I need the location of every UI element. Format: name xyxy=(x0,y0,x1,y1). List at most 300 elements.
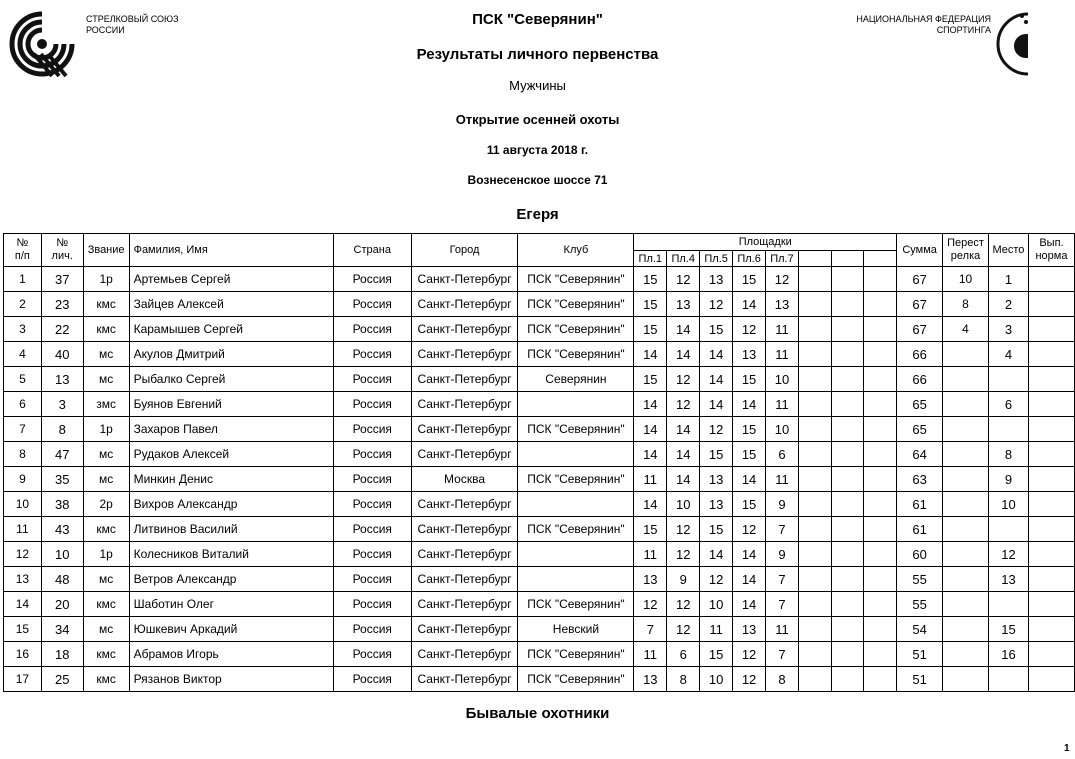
cell-station-score: 7 xyxy=(634,617,667,642)
cell-country: Россия xyxy=(333,517,411,542)
cell-city: Санкт-Петербург xyxy=(411,542,518,567)
cell-club: ПСК "Северянин" xyxy=(518,342,634,367)
cell-rank: кмс xyxy=(83,642,129,667)
cell-shootoff xyxy=(943,592,989,617)
cell-norm xyxy=(1028,467,1074,492)
cell-norm xyxy=(1028,492,1074,517)
col-header-rank: Звание xyxy=(83,234,129,267)
cell-station-empty xyxy=(798,442,831,467)
cell-station-score: 7 xyxy=(766,592,799,617)
cell-station-score: 12 xyxy=(667,617,700,642)
club-title: ПСК "Северянин" xyxy=(472,11,603,28)
cell-station-score: 12 xyxy=(667,592,700,617)
cell-station-score: 8 xyxy=(667,667,700,692)
cell-bib: 34 xyxy=(41,617,83,642)
cell-club: ПСК "Северянин" xyxy=(518,267,634,292)
cell-shootoff xyxy=(943,542,989,567)
cell-club: Северянин xyxy=(518,367,634,392)
table-row xyxy=(4,342,1075,367)
table-row xyxy=(4,642,1075,667)
cell-club: ПСК "Северянин" xyxy=(518,292,634,317)
cell-city: Санкт-Петербург xyxy=(411,442,518,467)
cell-station-score: 9 xyxy=(766,492,799,517)
category-label: Мужчины xyxy=(509,78,566,93)
cell-name: Абрамов Игорь xyxy=(129,642,333,667)
cell-station-score: 12 xyxy=(733,317,766,342)
col-header-empty xyxy=(831,251,864,267)
cell-rank: мс xyxy=(83,567,129,592)
cell-station-empty xyxy=(831,342,864,367)
cell-bib: 13 xyxy=(41,367,83,392)
cell-station-empty xyxy=(864,567,897,592)
cell-station-score: 13 xyxy=(700,467,733,492)
cell-place: 12 xyxy=(988,542,1028,567)
event-place: Вознесенское шоссе 71 xyxy=(467,173,608,187)
cell-station-score: 15 xyxy=(733,492,766,517)
cell-station-empty xyxy=(864,492,897,517)
cell-station-score: 11 xyxy=(766,617,799,642)
cell-station-score: 12 xyxy=(733,642,766,667)
cell-station-empty xyxy=(798,517,831,542)
cell-place: 3 xyxy=(988,317,1028,342)
cell-rank: мс xyxy=(83,617,129,642)
cell-station-score: 6 xyxy=(667,642,700,667)
cell-station-empty xyxy=(798,492,831,517)
cell-bib: 10 xyxy=(41,542,83,567)
cell-country: Россия xyxy=(333,392,411,417)
page-number: 1 xyxy=(1064,743,1070,754)
cell-station-score: 14 xyxy=(733,392,766,417)
table-row xyxy=(4,542,1075,567)
cell-station-score: 10 xyxy=(766,417,799,442)
cell-club xyxy=(518,492,634,517)
cell-country: Россия xyxy=(333,492,411,517)
table-row xyxy=(4,617,1075,642)
table-row xyxy=(4,417,1075,442)
cell-num: 2 xyxy=(4,292,42,317)
cell-norm xyxy=(1028,642,1074,667)
cell-city: Санкт-Петербург xyxy=(411,492,518,517)
cell-club: ПСК "Северянин" xyxy=(518,317,634,342)
col-header-country: Страна xyxy=(333,234,411,267)
cell-shootoff xyxy=(943,492,989,517)
cell-club: ПСК "Северянин" xyxy=(518,467,634,492)
cell-rank: мс xyxy=(83,342,129,367)
cell-station-empty xyxy=(831,417,864,442)
cell-city: Москва xyxy=(411,467,518,492)
cell-country: Россия xyxy=(333,367,411,392)
col-header-st6: Пл.6 xyxy=(733,251,766,267)
cell-place xyxy=(988,367,1028,392)
cell-station-score: 13 xyxy=(700,267,733,292)
cell-station-score: 10 xyxy=(700,667,733,692)
cell-station-score: 14 xyxy=(700,392,733,417)
cell-place xyxy=(988,517,1028,542)
cell-name: Шаботин Олег xyxy=(129,592,333,617)
cell-station-empty xyxy=(798,667,831,692)
cell-sum: 64 xyxy=(897,442,943,467)
cell-station-empty xyxy=(864,542,897,567)
cell-station-score: 7 xyxy=(766,567,799,592)
cell-station-score: 6 xyxy=(766,442,799,467)
cell-bib: 43 xyxy=(41,517,83,542)
cell-rank: 1р xyxy=(83,542,129,567)
cell-place xyxy=(988,667,1028,692)
cell-sum: 54 xyxy=(897,617,943,642)
cell-rank: кмс xyxy=(83,517,129,542)
cell-num: 10 xyxy=(4,492,42,517)
cell-place: 13 xyxy=(988,567,1028,592)
cell-country: Россия xyxy=(333,567,411,592)
cell-shootoff xyxy=(943,617,989,642)
cell-station-score: 15 xyxy=(733,367,766,392)
cell-name: Буянов Евгений xyxy=(129,392,333,417)
col-header-num: № п/п xyxy=(4,234,42,267)
cell-station-score: 12 xyxy=(667,392,700,417)
table-row xyxy=(4,442,1075,467)
cell-sum: 66 xyxy=(897,367,943,392)
cell-station-empty xyxy=(831,292,864,317)
cell-rank: 2р xyxy=(83,492,129,517)
cell-station-empty xyxy=(798,417,831,442)
cell-station-score: 12 xyxy=(667,367,700,392)
cell-station-score: 15 xyxy=(634,292,667,317)
cell-station-empty xyxy=(864,417,897,442)
cell-station-score: 14 xyxy=(634,417,667,442)
cell-station-score: 13 xyxy=(634,667,667,692)
cell-station-score: 14 xyxy=(733,567,766,592)
org-left-line2: РОССИИ xyxy=(86,25,125,35)
cell-num: 8 xyxy=(4,442,42,467)
cell-shootoff xyxy=(943,667,989,692)
cell-num: 12 xyxy=(4,542,42,567)
cell-sum: 67 xyxy=(897,317,943,342)
cell-num: 6 xyxy=(4,392,42,417)
cell-club xyxy=(518,567,634,592)
cell-norm xyxy=(1028,267,1074,292)
cell-station-score: 14 xyxy=(634,492,667,517)
cell-station-empty xyxy=(864,317,897,342)
cell-norm xyxy=(1028,617,1074,642)
table-header-row xyxy=(4,234,1075,251)
cell-station-score: 12 xyxy=(733,667,766,692)
cell-place: 2 xyxy=(988,292,1028,317)
cell-station-score: 11 xyxy=(634,542,667,567)
cell-station-empty xyxy=(864,367,897,392)
cell-norm xyxy=(1028,392,1074,417)
cell-num: 13 xyxy=(4,567,42,592)
cell-sum: 61 xyxy=(897,517,943,542)
cell-shootoff xyxy=(943,567,989,592)
cell-num: 9 xyxy=(4,467,42,492)
cell-club: ПСК "Северянин" xyxy=(518,667,634,692)
cell-country: Россия xyxy=(333,417,411,442)
cell-station-score: 14 xyxy=(733,542,766,567)
cell-bib: 40 xyxy=(41,342,83,367)
cell-station-score: 13 xyxy=(700,492,733,517)
cell-city: Санкт-Петербург xyxy=(411,667,518,692)
cell-station-score: 12 xyxy=(667,517,700,542)
cell-sum: 65 xyxy=(897,392,943,417)
col-header-place: Место xyxy=(988,234,1028,267)
cell-station-score: 15 xyxy=(634,267,667,292)
cell-name: Юшкевич Аркадий xyxy=(129,617,333,642)
cell-name: Захаров Павел xyxy=(129,417,333,442)
cell-shootoff: 4 xyxy=(943,317,989,342)
org-right-line1: НАЦИОНАЛЬНАЯ ФЕДЕРАЦИЯ xyxy=(856,14,991,24)
cell-place: 9 xyxy=(988,467,1028,492)
cell-station-score: 11 xyxy=(700,617,733,642)
cell-club: ПСК "Северянин" xyxy=(518,592,634,617)
cell-club: ПСК "Северянин" xyxy=(518,517,634,542)
cell-station-score: 13 xyxy=(667,292,700,317)
cell-station-empty xyxy=(798,317,831,342)
cell-name: Рыбалко Сергей xyxy=(129,367,333,392)
cell-place xyxy=(988,592,1028,617)
cell-country: Россия xyxy=(333,342,411,367)
cell-station-score: 11 xyxy=(634,467,667,492)
cell-station-score: 12 xyxy=(766,267,799,292)
cell-city: Санкт-Петербург xyxy=(411,292,518,317)
cell-shootoff xyxy=(943,517,989,542)
cell-club xyxy=(518,392,634,417)
cell-station-score: 12 xyxy=(700,567,733,592)
cell-rank: кмс xyxy=(83,592,129,617)
table-row xyxy=(4,592,1075,617)
cell-station-score: 15 xyxy=(733,442,766,467)
cell-sum: 67 xyxy=(897,292,943,317)
col-header-stations: Площадки xyxy=(634,234,897,251)
cell-sum: 55 xyxy=(897,567,943,592)
cell-bib: 22 xyxy=(41,317,83,342)
cell-station-score: 14 xyxy=(667,467,700,492)
cell-shootoff xyxy=(943,417,989,442)
cell-station-score: 11 xyxy=(634,642,667,667)
event-name: Открытие осенней охоты xyxy=(455,112,620,127)
cell-place: 8 xyxy=(988,442,1028,467)
cell-station-empty xyxy=(798,467,831,492)
col-header-st5: Пл.5 xyxy=(700,251,733,267)
cell-country: Россия xyxy=(333,667,411,692)
cell-station-score: 14 xyxy=(733,292,766,317)
cell-city: Санкт-Петербург xyxy=(411,517,518,542)
cell-place: 6 xyxy=(988,392,1028,417)
cell-place: 16 xyxy=(988,642,1028,667)
org-left-line1: СТРЕЛКОВЫЙ СОЮЗ xyxy=(86,14,179,24)
cell-station-score: 14 xyxy=(634,442,667,467)
cell-station-empty xyxy=(831,467,864,492)
table-row xyxy=(4,517,1075,542)
cell-bib: 35 xyxy=(41,467,83,492)
cell-station-empty xyxy=(831,517,864,542)
cell-norm xyxy=(1028,517,1074,542)
cell-station-empty xyxy=(864,442,897,467)
cell-station-empty xyxy=(831,617,864,642)
cell-station-empty xyxy=(831,442,864,467)
cell-rank: кмс xyxy=(83,317,129,342)
cell-station-score: 12 xyxy=(667,267,700,292)
cell-station-score: 14 xyxy=(667,442,700,467)
cell-shootoff: 10 xyxy=(943,267,989,292)
col-header-club: Клуб xyxy=(518,234,634,267)
cell-shootoff xyxy=(943,342,989,367)
cell-station-score: 14 xyxy=(667,317,700,342)
cell-station-score: 11 xyxy=(766,317,799,342)
col-header-sum: Сумма xyxy=(897,234,943,267)
cell-station-empty xyxy=(864,467,897,492)
cell-name: Колесников Виталий xyxy=(129,542,333,567)
cell-station-empty xyxy=(831,392,864,417)
cell-station-score: 9 xyxy=(667,567,700,592)
col-header-st1: Пл.1 xyxy=(634,251,667,267)
table-row xyxy=(4,292,1075,317)
cell-num: 16 xyxy=(4,642,42,667)
cell-bib: 48 xyxy=(41,567,83,592)
cell-sum: 55 xyxy=(897,592,943,617)
cell-bib: 38 xyxy=(41,492,83,517)
cell-rank: мс xyxy=(83,367,129,392)
cell-club xyxy=(518,542,634,567)
cell-station-score: 12 xyxy=(667,542,700,567)
cell-station-score: 7 xyxy=(766,642,799,667)
cell-city: Санкт-Петербург xyxy=(411,342,518,367)
cell-shootoff xyxy=(943,467,989,492)
cell-station-empty xyxy=(798,542,831,567)
cell-norm xyxy=(1028,567,1074,592)
cell-shootoff xyxy=(943,367,989,392)
cell-country: Россия xyxy=(333,292,411,317)
cell-place: 1 xyxy=(988,267,1028,292)
cell-norm xyxy=(1028,342,1074,367)
table-row xyxy=(4,667,1075,692)
table-row xyxy=(4,317,1075,342)
cell-name: Акулов Дмитрий xyxy=(129,342,333,367)
cell-bib: 8 xyxy=(41,417,83,442)
cell-station-score: 13 xyxy=(733,617,766,642)
cell-norm xyxy=(1028,367,1074,392)
cell-club: ПСК "Северянин" xyxy=(518,417,634,442)
cell-station-empty xyxy=(798,342,831,367)
cell-club: ПСК "Северянин" xyxy=(518,642,634,667)
cell-station-score: 13 xyxy=(733,342,766,367)
cell-station-score: 15 xyxy=(700,642,733,667)
cell-country: Россия xyxy=(333,267,411,292)
cell-num: 5 xyxy=(4,367,42,392)
cell-club xyxy=(518,442,634,467)
cell-norm xyxy=(1028,317,1074,342)
cell-rank: мс xyxy=(83,467,129,492)
cell-station-score: 14 xyxy=(700,367,733,392)
cell-station-empty xyxy=(831,542,864,567)
cell-rank: змс xyxy=(83,392,129,417)
cell-station-score: 15 xyxy=(733,417,766,442)
cell-station-empty xyxy=(831,667,864,692)
cell-country: Россия xyxy=(333,442,411,467)
table-row xyxy=(4,492,1075,517)
cell-city: Санкт-Петербург xyxy=(411,392,518,417)
cell-num: 15 xyxy=(4,617,42,642)
cell-name: Рязанов Виктор xyxy=(129,667,333,692)
cell-country: Россия xyxy=(333,317,411,342)
cell-station-empty xyxy=(864,392,897,417)
org-right-line2: СПОРТИНГА xyxy=(936,25,991,35)
cell-sum: 65 xyxy=(897,417,943,442)
cell-place: 4 xyxy=(988,342,1028,367)
cell-num: 7 xyxy=(4,417,42,442)
cell-sum: 51 xyxy=(897,667,943,692)
cell-station-empty xyxy=(798,292,831,317)
cell-num: 1 xyxy=(4,267,42,292)
cell-station-empty xyxy=(798,267,831,292)
cell-num: 4 xyxy=(4,342,42,367)
cell-country: Россия xyxy=(333,592,411,617)
col-header-shootoff: Перест релка xyxy=(943,234,989,267)
cell-station-score: 12 xyxy=(700,417,733,442)
cell-city: Санкт-Петербург xyxy=(411,567,518,592)
cell-station-score: 12 xyxy=(700,292,733,317)
cell-club: Невский xyxy=(518,617,634,642)
cell-station-score: 11 xyxy=(766,392,799,417)
cell-station-score: 15 xyxy=(700,517,733,542)
cell-station-score: 15 xyxy=(634,517,667,542)
cell-country: Россия xyxy=(333,617,411,642)
cell-country: Россия xyxy=(333,642,411,667)
cell-num: 11 xyxy=(4,517,42,542)
cell-city: Санкт-Петербург xyxy=(411,417,518,442)
results-table xyxy=(3,233,1075,692)
cell-station-empty xyxy=(798,592,831,617)
col-header-empty xyxy=(798,251,831,267)
cell-norm xyxy=(1028,292,1074,317)
cell-station-score: 15 xyxy=(634,367,667,392)
cell-station-score: 14 xyxy=(733,467,766,492)
cell-station-score: 13 xyxy=(634,567,667,592)
cell-station-score: 14 xyxy=(700,542,733,567)
group-title-byvalye: Бывалые охотники xyxy=(465,705,610,722)
cell-name: Рудаков Алексей xyxy=(129,442,333,467)
cell-station-score: 11 xyxy=(766,342,799,367)
cell-bib: 37 xyxy=(41,267,83,292)
cell-norm xyxy=(1028,542,1074,567)
cell-station-score: 14 xyxy=(634,392,667,417)
cell-shootoff xyxy=(943,392,989,417)
cell-station-empty xyxy=(831,567,864,592)
cell-bib: 47 xyxy=(41,442,83,467)
cell-station-score: 15 xyxy=(634,317,667,342)
cell-name: Зайцев Алексей xyxy=(129,292,333,317)
cell-station-score: 10 xyxy=(667,492,700,517)
cell-sum: 60 xyxy=(897,542,943,567)
table-row xyxy=(4,367,1075,392)
col-header-name: Фамилия, Имя xyxy=(129,234,333,267)
cell-station-score: 14 xyxy=(667,342,700,367)
cell-station-empty xyxy=(831,642,864,667)
cell-station-empty xyxy=(864,667,897,692)
cell-station-score: 14 xyxy=(700,342,733,367)
cell-station-empty xyxy=(798,617,831,642)
cell-city: Санкт-Петербург xyxy=(411,317,518,342)
cell-station-empty xyxy=(798,392,831,417)
cell-sum: 61 xyxy=(897,492,943,517)
cell-city: Санкт-Петербург xyxy=(411,642,518,667)
cell-bib: 23 xyxy=(41,292,83,317)
cell-station-score: 14 xyxy=(667,417,700,442)
cell-city: Санкт-Петербург xyxy=(411,617,518,642)
cell-station-empty xyxy=(831,317,864,342)
cell-norm xyxy=(1028,592,1074,617)
cell-station-empty xyxy=(831,267,864,292)
cell-name: Артемьев Сергей xyxy=(129,267,333,292)
